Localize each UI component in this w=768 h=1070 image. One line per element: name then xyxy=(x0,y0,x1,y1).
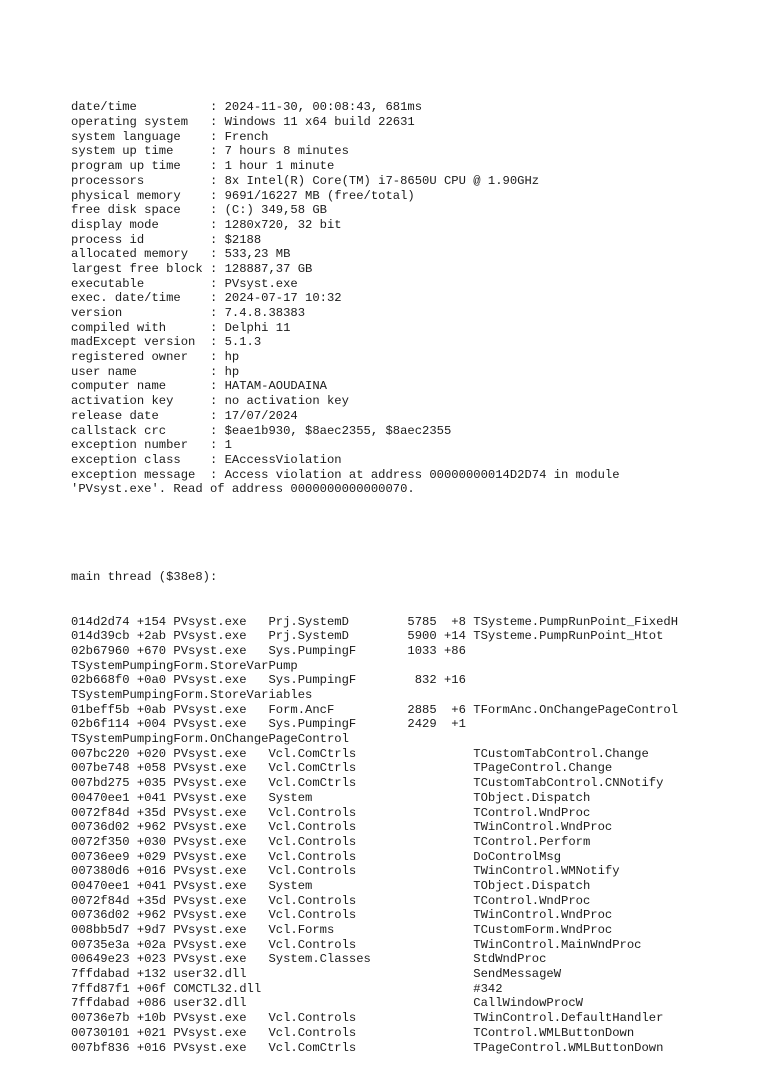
report-field-line: process id : $2188 xyxy=(71,232,262,247)
report-field-line: exec. date/time : 2024-07-17 10:32 xyxy=(71,291,342,306)
callstack-line: 00730101 +021 PVsyst.exe Vcl.Controls TControl.WMLButtonDown xyxy=(71,1025,635,1040)
callstack-line: 00736d02 +962 PVsyst.exe Vcl.Controls TWinControl.WndProc xyxy=(71,820,613,835)
callstack-line: 02b67960 +670 PVsyst.exe Sys.PumpingF 1033 +86 xyxy=(71,643,466,658)
report-field-line: compiled with : Delphi 11 xyxy=(71,320,291,335)
report-field-line: madExcept version : 5.1.3 xyxy=(71,335,262,350)
report-field-line: display mode : 1280x720, 32 bit xyxy=(71,217,342,232)
callstack-line: 7ffd87f1 +06f COMCTL32.dll #342 xyxy=(71,981,503,996)
callstack-line: TSystemPumpingForm.StoreVariables xyxy=(71,688,313,702)
callstack-line: 00649e23 +023 PVsyst.exe System.Classes StdWndProc xyxy=(71,952,547,967)
report-field-line: computer name : HATAM-AOUDAINA xyxy=(71,379,327,394)
report-field-line: registered owner : hp xyxy=(71,350,240,365)
report-field-line: executable : PVsyst.exe xyxy=(71,276,298,291)
report-field-line: operating system : Windows 11 x64 build 22631 xyxy=(71,115,415,130)
report-field-line: processors : 8x Intel(R) Core(TM) i7-8650U CPU @ 1.90GHz xyxy=(71,173,540,188)
callstack-line: 007bc220 +020 PVsyst.exe Vcl.ComCtrls TCustomTabControl.Change xyxy=(71,746,649,761)
bug-report-document xyxy=(71,71,761,1070)
callstack-line: TSystemPumpingForm.StoreVarPump xyxy=(71,658,298,673)
callstack-line: 00736e7b +10b PVsyst.exe Vcl.Controls TWinControl.DefaultHandler xyxy=(71,1011,664,1026)
callstack-line: 02b668f0 +0a0 PVsyst.exe Sys.PumpingF 832 +16 xyxy=(71,673,466,688)
report-field-line: physical memory : 9691/16227 MB (free/total) xyxy=(71,188,415,203)
callstack-line: 007be748 +058 PVsyst.exe Vcl.ComCtrls TPageControl.Change xyxy=(71,761,613,776)
callstack-line: 007bd275 +035 PVsyst.exe Vcl.ComCtrls TCustomTabControl.CNNotify xyxy=(71,776,664,791)
report-field-line: free disk space : (C:) 349,58 GB xyxy=(71,203,327,218)
callstack-line: 00736ee9 +029 PVsyst.exe Vcl.Controls DoControlMsg xyxy=(71,849,562,864)
report-field-line: 'PVsyst.exe'. Read of address 0000000000000070. xyxy=(71,482,415,497)
report-field-line: largest free block : 128887,37 GB xyxy=(71,261,313,276)
callstack-line: 7ffdabad +086 user32.dll CallWindowProcW xyxy=(71,996,583,1011)
callstack-line: 00735e3a +02a PVsyst.exe Vcl.Controls TWinControl.MainWndProc xyxy=(71,937,642,952)
callstack-line: 00470ee1 +041 PVsyst.exe System TObject.Dispatch xyxy=(71,790,591,805)
callstack-line: 01beff5b +0ab PVsyst.exe Form.AncF 2885 +6 TFormAnc.OnChangePageControl xyxy=(71,702,679,717)
callstack-line: 014d39cb +2ab PVsyst.exe Prj.SystemD 5900 +14 TSysteme.PumpRunPoint_Htot xyxy=(71,629,664,644)
callstack-line: TSystemPumpingForm.OnChangePageControl xyxy=(71,732,349,747)
report-field-line: program up time : 1 hour 1 minute xyxy=(71,159,335,174)
callstack-line: 00736d02 +962 PVsyst.exe Vcl.Controls TWinControl.WndProc xyxy=(71,908,613,923)
callstack-line: 007bf836 +016 PVsyst.exe Vcl.ComCtrls TPageControl.WMLButtonDown xyxy=(71,1040,664,1055)
report-field-line: exception message : Access violation at address 00000000014D2D74 in module xyxy=(71,467,620,482)
callstack-line: 7ffdabad +132 user32.dll SendMessageW xyxy=(71,967,562,982)
callstack-line: 014d2d74 +154 PVsyst.exe Prj.SystemD 5785 +8 TSysteme.PumpRunPoint_FixedH xyxy=(71,614,679,629)
callstack-section xyxy=(71,615,761,1056)
report-field-line: system up time : 7 hours 8 minutes xyxy=(71,144,349,159)
report-field-line: activation key : no activation key xyxy=(71,394,349,409)
report-field-line: exception class : EAccessViolation xyxy=(71,452,342,467)
report-field-line: version : 7.4.8.38383 xyxy=(71,306,306,321)
callstack-line: 0072f350 +030 PVsyst.exe Vcl.Controls TControl.Perform xyxy=(71,834,591,849)
report-field-line: user name : hp xyxy=(71,364,240,379)
report-field-line: allocated memory : 533,23 MB xyxy=(71,247,291,262)
callstack-line: 007380d6 +016 PVsyst.exe Vcl.Controls TWinControl.WMNotify xyxy=(71,864,620,879)
report-field-line: system language : French xyxy=(71,129,269,144)
report-header-section xyxy=(71,100,761,497)
callstack-line: 0072f84d +35d PVsyst.exe Vcl.Controls TControl.WndProc xyxy=(71,893,591,908)
blank-line xyxy=(71,526,761,541)
report-field-line: date/time : 2024-11-30, 00:08:43, 681ms xyxy=(71,100,423,115)
callstack-line: 00470ee1 +041 PVsyst.exe System TObject.Dispatch xyxy=(71,878,591,893)
report-field-line: callstack crc : $eae1b930, $8aec2355, $8aec2355 xyxy=(71,423,452,438)
report-field-line: exception number : 1 xyxy=(71,438,232,453)
callstack-line: 008bb5d7 +9d7 PVsyst.exe Vcl.Forms TCustomForm.WndProc xyxy=(71,923,613,937)
thread-header: main thread ($38e8): xyxy=(71,570,218,585)
callstack-line: 0072f84d +35d PVsyst.exe Vcl.Controls TControl.WndProc xyxy=(71,805,591,820)
callstack-line: 02b6f114 +004 PVsyst.exe Sys.PumpingF 2429 +1 xyxy=(71,717,466,732)
report-field-line: release date : 17/07/2024 xyxy=(71,408,298,423)
